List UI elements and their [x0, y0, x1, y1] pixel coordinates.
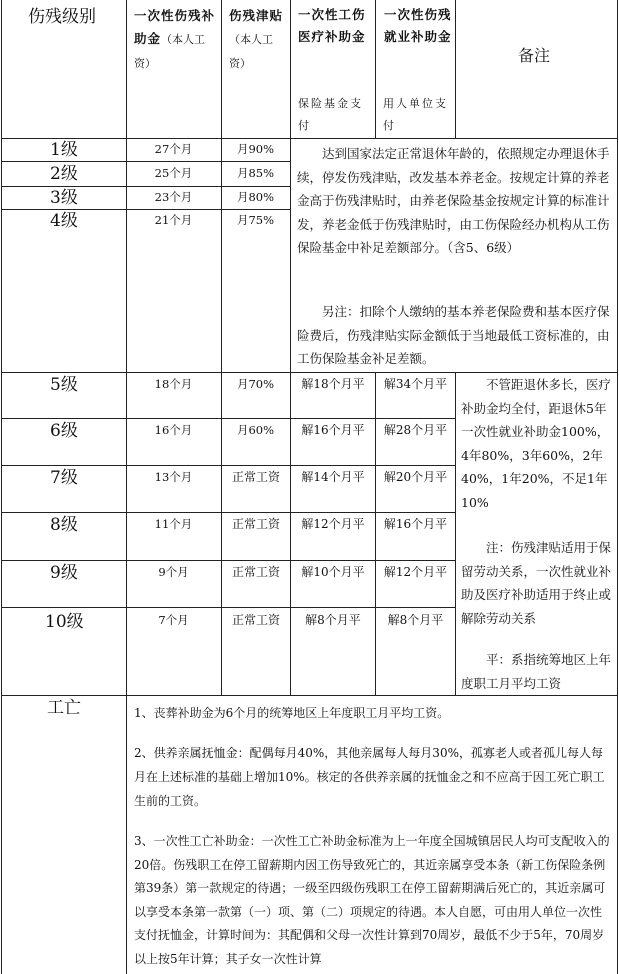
level-label: 1级 — [50, 140, 78, 160]
table-border-left — [1, 0, 2, 974]
col-divider — [375, 372, 376, 695]
remark-retirement-distance: 不管距退休多长，医疗补助金均全付，距退休5年一次性就业补助金100%，4年80%，3年60%，2年40%，1年20%，不足1年10% — [461, 377, 612, 510]
level-label: 3级 — [50, 188, 78, 208]
row-divider — [1, 138, 618, 139]
col-divider — [290, 0, 291, 695]
lump-sum-value: 7个月 — [158, 613, 189, 627]
row-divider — [1, 161, 291, 162]
remark-retirement: 达到国家法定正常退休年龄的，依照规定办理退休手续，停发伤残津贴，改发基本养老金。按规定计算的养老金高于伤残津贴时，由养老保险基金按规定计算的标准计发，养老金低于伤残津贴时，由工伤保险经办机构从工伤保险基金中补足差额部分。（含5、6级） — [297, 146, 610, 255]
header-allowance-title: 伤残津贴 — [229, 8, 284, 23]
header-remark: 备注 — [518, 46, 551, 65]
header-lump-sum — [134, 4, 218, 75]
lump-sum-value: 25个月 — [154, 166, 193, 180]
allowance-value: 正常工资 — [232, 517, 281, 531]
lump-sum-value: 18个月 — [154, 377, 193, 391]
allowance-value: 月75% — [236, 213, 275, 227]
allowance-value: 月85% — [236, 166, 275, 180]
header-employment-source: 用人单位支付 — [383, 97, 448, 132]
row-divider — [1, 186, 291, 187]
header-allowance-note: （本人工资） — [229, 33, 273, 70]
death-lump-sum: 3、一次性工亡补助金：一次性工亡补助金标准为上一年度全国城镇居民人均可支配收入的20倍。伤残职工在停工留薪期内因工伤导致死亡的，其近亲属享受本条（新工伤保险条例第39条）第一款规定的待遇；一级至四级伤残职工在停工留薪期满后死亡的，其近亲属可以享受本条第一款第（一）项、第（二）项规定的待遇。本人自愿，可由用人单位一次性支付抚恤金，计算时间为：其配偶和父母一次性计算到70周岁，最低不少于5年，70周岁以上按5年计算；其子女一次性计算 — [134, 834, 610, 966]
level-label: 6级 — [50, 421, 78, 441]
medical-value: 解10个月平 — [301, 565, 365, 579]
col-divider — [221, 0, 222, 695]
header-lump-sum-title: 一次性伤残补助金 — [134, 8, 216, 46]
level-label: 4级 — [50, 211, 78, 231]
death-dependents: 2、供养亲属抚恤金：配偶每月40%，其他亲属每人每月30%，孤寡老人或者孤儿每人每月在上述标准的基础上增加10%。核定的各供养亲属的抚恤金之和不应高于因工死亡职工生前的工资。 — [134, 746, 605, 808]
lump-sum-value: 23个月 — [154, 190, 193, 204]
medical-value: 解16个月平 — [301, 423, 365, 437]
allowance-value: 月70% — [236, 377, 275, 391]
col-divider — [375, 0, 376, 138]
lump-sum-value: 13个月 — [154, 470, 193, 484]
row-divider — [1, 209, 291, 210]
level-label: 10级 — [45, 612, 84, 632]
remark-average-wage: 平：系指统筹地区上年度职工月平均工资 — [461, 652, 612, 691]
lump-sum-value: 27个月 — [154, 142, 193, 156]
header-level: 伤残级别 — [28, 7, 96, 27]
allowance-value: 月90% — [236, 142, 275, 156]
employment-value: 解20个月平 — [383, 470, 448, 484]
employment-value: 解34个月平 — [383, 377, 448, 391]
lump-sum-value: 9个月 — [158, 565, 189, 579]
medical-value: 解18个月平 — [301, 377, 365, 391]
allowance-value: 正常工资 — [232, 565, 281, 579]
allowance-value: 月60% — [236, 423, 275, 437]
medical-value: 解12个月平 — [301, 517, 365, 531]
header-lump-sum-note: （本人工资） — [134, 33, 206, 70]
employment-value: 解28个月平 — [383, 423, 448, 437]
lump-sum-value: 11个月 — [154, 517, 193, 531]
allowance-value: 正常工资 — [232, 470, 281, 484]
level-label: 2级 — [50, 164, 78, 184]
table-border-right — [617, 0, 618, 974]
death-funeral: 1、丧葬补助金为6个月的统筹地区上年度职工月平均工资。 — [134, 706, 450, 720]
col-divider — [455, 372, 456, 695]
header-employment: 一次性伤残就业补助金 — [384, 7, 452, 44]
remark-minimum-wage: 另注：扣除个人缴纳的基本养老保险费和基本医疗保险费后，伤残津贴实际金额低于当地最低工资标准的，由工伤保险基金补足差额。 — [297, 304, 610, 366]
allowance-value: 正常工资 — [232, 613, 281, 627]
lump-sum-value: 16个月 — [154, 423, 193, 437]
medical-value: 解14个月平 — [301, 470, 365, 484]
level-label: 8级 — [50, 515, 78, 535]
header-medical: 一次性工伤医疗补助金 — [298, 7, 366, 44]
row-divider — [1, 695, 618, 696]
lump-sum-value: 21个月 — [154, 213, 193, 227]
level-label: 5级 — [50, 375, 78, 395]
remark-labor-relation: 注：伤残津贴适用于保留劳动关系，一次性就业补助及医疗补助适用于终止或解除劳动关系 — [461, 540, 612, 626]
employment-value: 解8个月平 — [387, 613, 444, 627]
death-label: 工亡 — [47, 698, 81, 718]
allowance-value: 月80% — [236, 190, 275, 204]
employment-value: 解16个月平 — [383, 517, 448, 531]
level-label: 9级 — [50, 563, 78, 583]
header-allowance — [229, 4, 287, 75]
header-medical-source: 保险基金支付 — [298, 97, 363, 132]
level-label: 7级 — [50, 468, 78, 488]
medical-value: 解8个月平 — [305, 613, 361, 627]
col-divider — [455, 0, 456, 138]
employment-value: 解12个月平 — [383, 565, 448, 579]
row-divider — [1, 607, 456, 608]
